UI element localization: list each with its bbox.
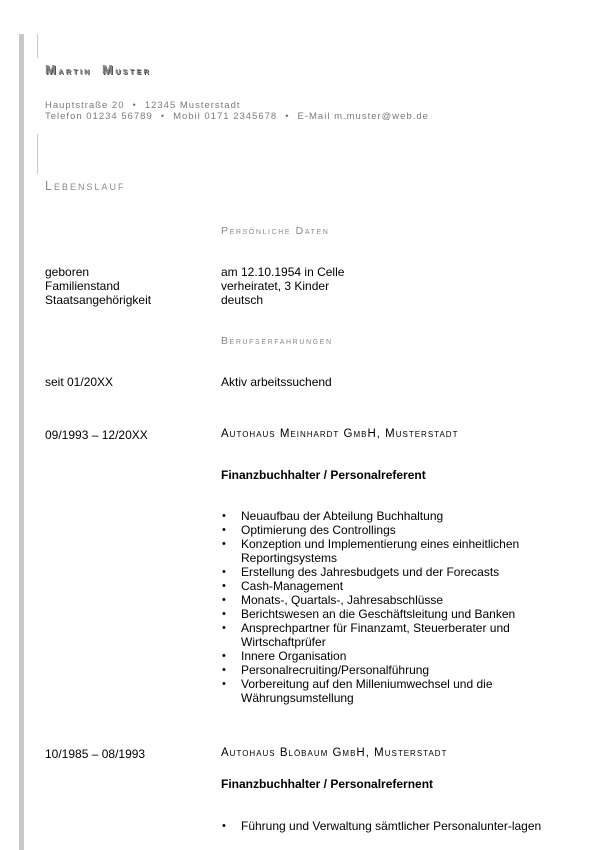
list-item: • Vorbereitung auf den Milleniumwechsel und die Währungsumstellung: [221, 677, 551, 705]
entry-company: Autohaus Meinhardt GmbH, Musterstadt: [221, 428, 459, 440]
personal-value: verheiratet, 3 Kinder: [221, 279, 330, 293]
contact-line: [45, 111, 429, 122]
margin-rule-middle: [37, 134, 38, 174]
list-item: • Führung und Verwaltung sämtlicher Personalunter-lagen: [221, 819, 551, 833]
margin-rule-top: [37, 34, 38, 58]
entry-text: Aktiv arbeitssuchend: [221, 375, 332, 389]
list-item: • Erstellung des Jahresbudgets und der Forecasts: [221, 565, 551, 579]
entry-period: seit 01/20XX: [45, 375, 114, 389]
task-list: [221, 819, 551, 833]
entry-role: Finanzbuchhalter / Personalrefernent: [221, 777, 434, 791]
list-item: • Ansprechpartner für Finanzamt, Steuerberater und Wirtschaftprüfer: [221, 621, 551, 649]
list-item: • Monats-, Quartals-, Jahresabschlüsse: [221, 593, 551, 607]
address-line: [45, 100, 241, 111]
personal-data-heading: Persönliche Daten: [221, 225, 330, 237]
experience-heading: Berufserfahrungen: [221, 335, 333, 347]
name-last-rest: uster: [115, 66, 151, 77]
applicant-name: [45, 62, 151, 77]
left-margin-bar: [19, 34, 24, 850]
entry-role: Finanzbuchhalter / Personalreferent: [221, 468, 426, 482]
list-item: • Konzeption und Implementierung eines einheitlichen Reportingsystems: [221, 537, 551, 565]
list-item: • Neuaufbau der Abteilung Buchhaltung: [221, 509, 551, 523]
phone-number: Telefon 01234 56789: [45, 111, 153, 122]
address-street: Hauptstraße 20: [45, 100, 125, 111]
separator: •: [285, 111, 290, 122]
address-city: 12345 Musterstadt: [144, 100, 241, 111]
list-item: • Optimierung des Controllings: [221, 523, 551, 537]
entry-period: 09/1993 – 12/20XX: [45, 428, 148, 442]
task-list: [221, 509, 551, 705]
list-item: • Berichtswesen an die Geschäftsleitung und Banken: [221, 607, 551, 621]
separator: •: [160, 111, 166, 122]
entry-company: Autohaus Blöbaum GmbH, Musterstadt: [221, 747, 448, 759]
personal-value: deutsch: [221, 293, 264, 307]
personal-label: Familienstand: [45, 279, 120, 293]
personal-value: am 12.10.1954 in Celle: [221, 265, 345, 279]
email-address: E-Mail m.muster@web.de: [297, 111, 429, 122]
personal-values: [221, 265, 344, 307]
name-last-initial: M: [101, 62, 116, 77]
personal-labels: [45, 265, 151, 307]
name-first-initial: M: [45, 62, 59, 77]
list-item: • Innere Organisation: [221, 649, 551, 663]
separator: •: [132, 100, 137, 111]
cv-title: Lebenslauf: [45, 179, 126, 193]
name-first-rest: artin: [58, 66, 92, 77]
list-item: • Cash-Management: [221, 579, 551, 593]
mobile-number: Mobil 0171 2345678: [173, 111, 278, 122]
personal-label: Staatsangehörigkeit: [45, 293, 152, 307]
entry-period: 10/1985 – 08/1993: [45, 747, 146, 761]
personal-label: geboren: [45, 265, 90, 279]
list-item: • Personalrecruiting/Personalführung: [221, 663, 551, 677]
